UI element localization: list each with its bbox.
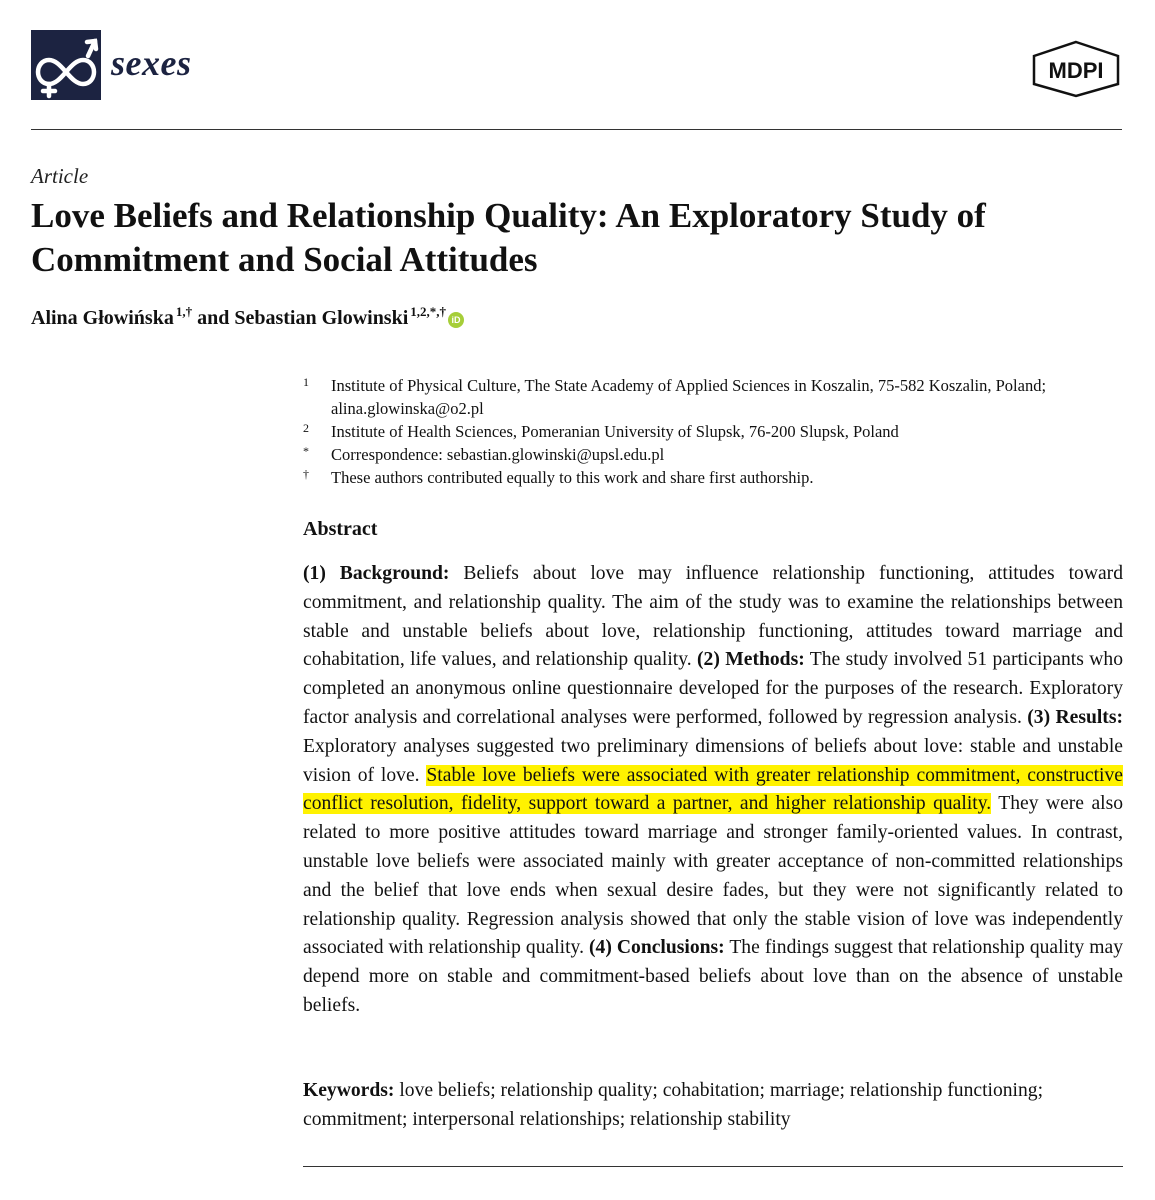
- conclusions-text: The findings suggest that relationship quality may depend more on stable and commitment-based beliefs about love than on the absence of unstable beliefs.: [303, 937, 1123, 1016]
- background-text: Beliefs about love may influence relationship functioning, attitudes toward commitment, and relationship quality. The aim of the study was to examine the relationships between stable and unstable beliefs about love, relationship functioning, attitudes toward marriage and cohabitation, life values, and relationship quality.: [303, 563, 1123, 671]
- footer-divider: [303, 1166, 1123, 1167]
- journal-name[interactable]: sexes: [111, 43, 192, 83]
- highlighted-sentence: Stable love beliefs were associated with greater relationship commitment, constructive conflict resolution, fidelity, support toward a partner, and higher relationship quality.: [303, 764, 1123, 815]
- gender-infinity-icon: [31, 30, 101, 100]
- keywords-section: [303, 1077, 1123, 1135]
- affiliation-item: [303, 443, 1133, 466]
- methods-text: The study involved 51 participants who completed an anonymous online questionnaire developed for the purposes of the research. Exploratory factor analysis and correlational analyses were performed, followed by regression analysis.: [303, 649, 1123, 728]
- results-label: (3) Results:: [1027, 706, 1123, 728]
- affiliation-text: Institute of Physical Culture, The State Academy of Applied Sciences in Koszalin, 75-582 Koszalin, Poland; alina.glowinska@o2.pl: [331, 376, 1047, 418]
- article-type: Article: [31, 164, 89, 188]
- affiliation-mark: †: [303, 467, 309, 481]
- affiliation-mark: 2: [303, 421, 309, 435]
- abstract-body: [303, 560, 1123, 1021]
- affiliation-item: [303, 374, 1133, 420]
- article-title: Love Beliefs and Relationship Quality: An Exploratory Study of Commitment and Social Attitudes: [31, 196, 986, 279]
- abstract-heading: Abstract: [303, 518, 378, 540]
- keywords-label: Keywords:: [303, 1080, 395, 1101]
- affiliation-text: Institute of Health Sciences, Pomeranian University of Slupsk, 76-200 Slupsk, Poland: [331, 422, 899, 441]
- publisher-logo[interactable]: [1030, 40, 1122, 98]
- affiliation-item: [303, 420, 1133, 443]
- affiliation-item: [303, 466, 1133, 489]
- background-label: (1) Background:: [303, 563, 450, 584]
- affiliation-mark: 1: [303, 375, 309, 389]
- publisher-label: MDPI: [1048, 58, 1104, 83]
- affiliation-mark: *: [303, 444, 309, 458]
- affiliations: [303, 374, 1133, 489]
- author-affiliation-marks: 1,2,*,†: [410, 304, 447, 319]
- methods-label: (2) Methods:: [697, 649, 805, 671]
- affiliation-text: These authors contributed equally to this work and share first authorship.: [331, 468, 814, 487]
- orcid-icon[interactable]: iD: [448, 312, 464, 328]
- results-text-continued: They were also related to more positive attitudes toward marriage and stronger family-oriented values. In contrast, unstable love beliefs were associated mainly with greater acceptance of non-committed relationships and the belief that love ends when sexual desire fades, but they were not significantly related to relationship quality. Regression analysis showed that only the stable vision of love was independently associated with relationship quality.: [303, 793, 1124, 959]
- author-joiner: and: [197, 307, 230, 329]
- author-name[interactable]: Alina Głowińska: [31, 307, 174, 329]
- keywords-text: love beliefs; relationship quality; cohabitation; marriage; relationship functioning; commitment; interpersonal relationships; relationship stability: [303, 1080, 1044, 1130]
- author-name[interactable]: Sebastian Glowinski: [234, 307, 409, 329]
- author-list: [31, 304, 464, 330]
- conclusions-label: (4) Conclusions:: [589, 937, 725, 959]
- header-divider: [31, 129, 1122, 130]
- correspondence-email[interactable]: Correspondence: sebastian.glowinski@upsl.edu.pl: [331, 445, 665, 464]
- author-affiliation-marks: 1,†: [175, 304, 193, 319]
- journal-logo: [31, 30, 101, 100]
- results-text: Exploratory analyses suggested two preliminary dimensions of beliefs about love: stable and unstable vision of love.: [303, 735, 1123, 786]
